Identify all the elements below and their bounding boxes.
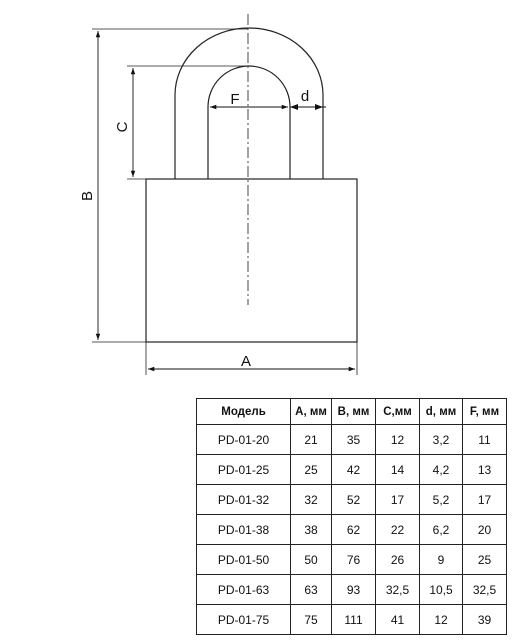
cell-c: 26 <box>376 545 420 575</box>
lock-body <box>146 179 357 342</box>
cell-d: 12 <box>420 605 463 635</box>
cell-b: 42 <box>332 455 376 485</box>
cell-c: 17 <box>376 485 420 515</box>
cell-d: 4,2 <box>420 455 463 485</box>
cell-b: 62 <box>332 515 376 545</box>
specifications-table <box>196 398 507 635</box>
cell-b: 35 <box>332 425 376 455</box>
cell-d: 3,2 <box>420 425 463 455</box>
table-header-row <box>197 399 507 425</box>
cell-model: PD-01-38 <box>197 515 291 545</box>
cell-b: 111 <box>332 605 376 635</box>
cell-d: 10,5 <box>420 575 463 605</box>
cell-a: 21 <box>291 425 332 455</box>
cell-c: 22 <box>376 515 420 545</box>
dimension-c-label: C <box>114 121 131 133</box>
cell-d: 5,2 <box>420 485 463 515</box>
cell-f: 25 <box>463 545 507 575</box>
cell-a: 50 <box>291 545 332 575</box>
cell-f: 39 <box>463 605 507 635</box>
cell-a: 75 <box>291 605 332 635</box>
cell-b: 93 <box>332 575 376 605</box>
cell-a: 32 <box>291 485 332 515</box>
cell-a: 63 <box>291 575 332 605</box>
table-row <box>197 575 507 605</box>
cell-b: 52 <box>332 485 376 515</box>
dimension-d-label: d <box>300 88 310 105</box>
dimension-a-label: A <box>240 353 252 370</box>
cell-c: 41 <box>376 605 420 635</box>
header-b: B, мм <box>332 399 376 425</box>
cell-model: PD-01-25 <box>197 455 291 485</box>
cell-c: 32,5 <box>376 575 420 605</box>
table-row <box>197 485 507 515</box>
shackle-inner <box>208 66 290 179</box>
cell-b: 76 <box>332 545 376 575</box>
cell-model: PD-01-75 <box>197 605 291 635</box>
header-model: Модель <box>197 399 291 425</box>
cell-d: 9 <box>420 545 463 575</box>
dimension-d-arrow-left <box>290 104 298 110</box>
cell-f: 13 <box>463 455 507 485</box>
cell-f: 20 <box>463 515 507 545</box>
cell-f: 11 <box>463 425 507 455</box>
dimension-b-label: B <box>79 190 96 202</box>
table-row <box>197 545 507 575</box>
dimension-f-label: F <box>230 91 240 108</box>
cell-model: PD-01-63 <box>197 575 291 605</box>
table-row <box>197 425 507 455</box>
table-row <box>197 515 507 545</box>
header-d: d, мм <box>420 399 463 425</box>
header-c: C,мм <box>376 399 420 425</box>
cell-c: 14 <box>376 455 420 485</box>
cell-f: 32,5 <box>463 575 507 605</box>
table-row <box>197 605 507 635</box>
cell-model: PD-01-20 <box>197 425 291 455</box>
table-row <box>197 455 507 485</box>
cell-model: PD-01-32 <box>197 485 291 515</box>
cell-d: 6,2 <box>420 515 463 545</box>
cell-c: 12 <box>376 425 420 455</box>
cell-a: 38 <box>291 515 332 545</box>
cell-f: 17 <box>463 485 507 515</box>
header-a: A, мм <box>291 399 332 425</box>
header-f: F, мм <box>463 399 507 425</box>
dimension-d-arrow-right <box>315 104 323 110</box>
cell-model: PD-01-50 <box>197 545 291 575</box>
cell-a: 25 <box>291 455 332 485</box>
